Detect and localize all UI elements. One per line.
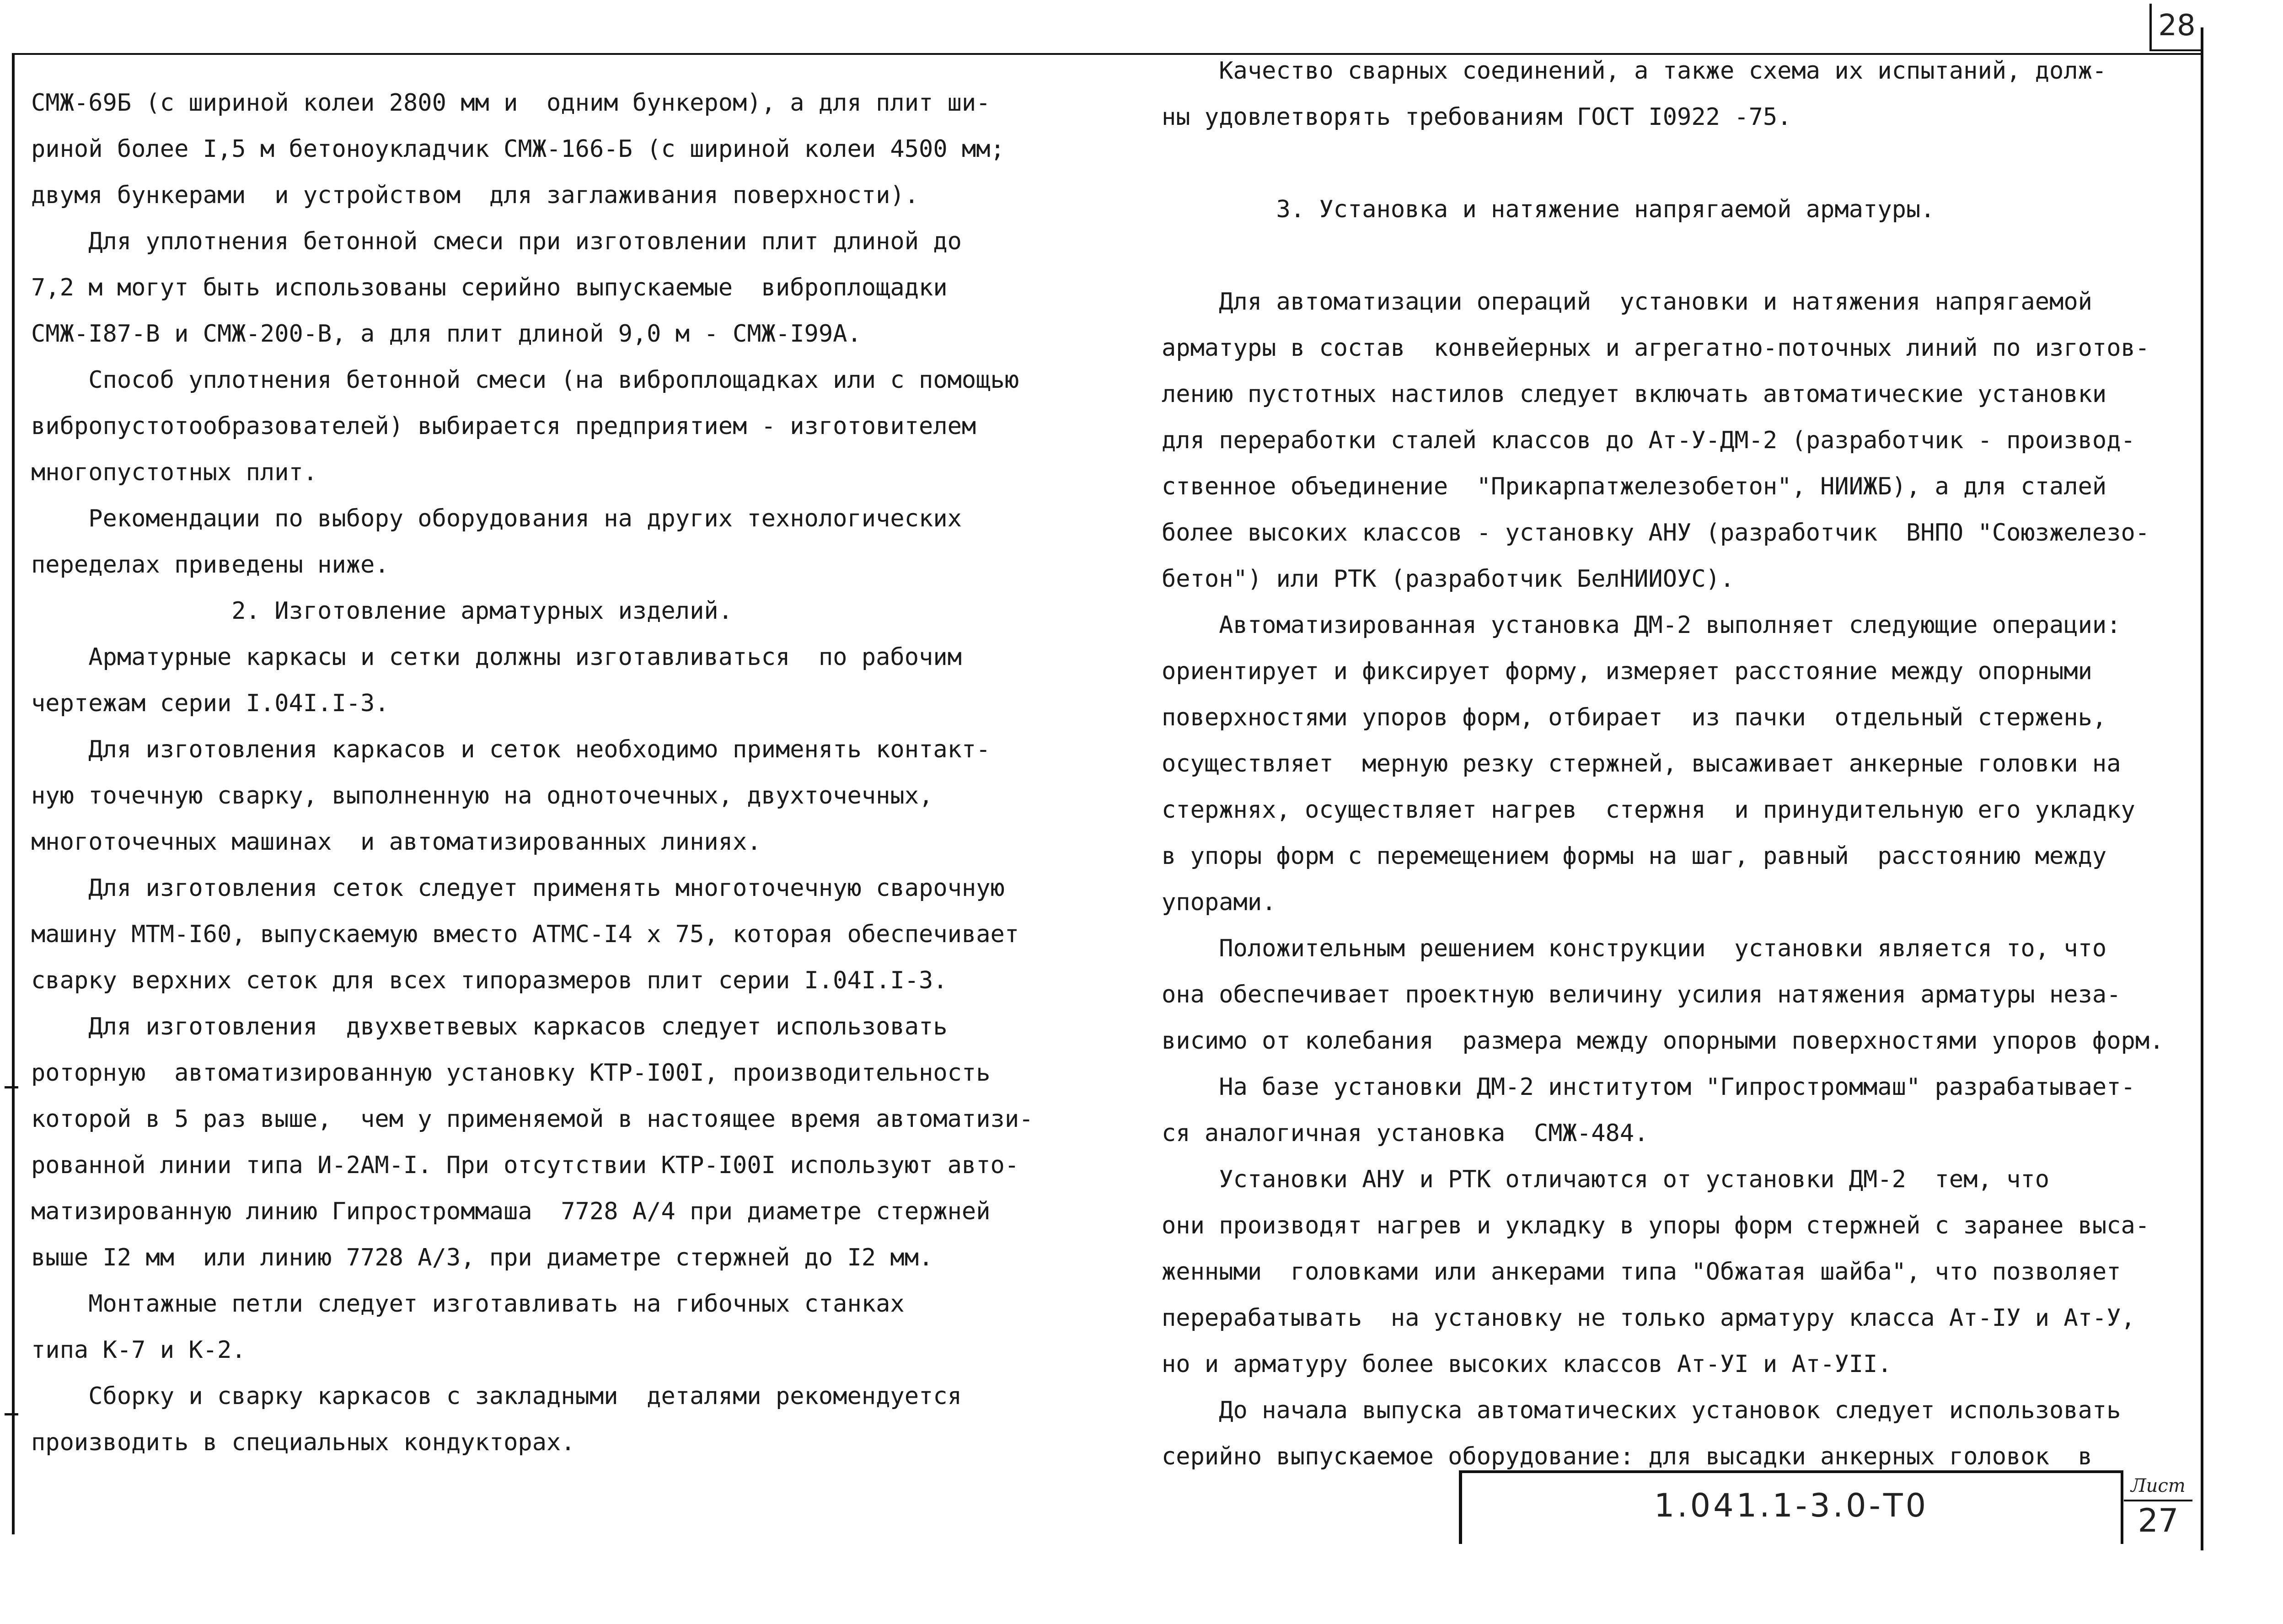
text-line: ся аналогичная установка СМЖ-484.: [1162, 1120, 1649, 1147]
left-text-column: [31, 80, 1083, 1466]
text-line: риной более I,5 м бетоноукладчик СМЖ-166-Б (с шириной колеи 4500 мм;: [31, 135, 1005, 163]
text-line: она обеспечивает проектную величину усилия натяжения арматуры неза-: [1162, 981, 2121, 1008]
text-line: двумя бункерами и устройством для заглаживания поверхности).: [31, 182, 919, 209]
text-line: Автоматизированная установка ДМ-2 выполняет следующие операции:: [1162, 611, 2121, 639]
sheet-label: Лист: [2124, 1472, 2192, 1501]
text-line: в упоры форм с перемещением формы на шаг, равный расстоянию между: [1162, 842, 2107, 870]
text-line: выше I2 мм или линию 7728 А/3, при диаметре стержней до I2 мм.: [31, 1244, 933, 1271]
text-line: [1162, 140, 2195, 187]
text-line: стержнях, осуществляет нагрев стержня и принудительную его укладку: [1162, 796, 2135, 824]
text-line: женными головками или анкерами типа "Обжатая шайба", что позволяет: [1162, 1258, 2121, 1286]
text-line: поверхностями упоров форм, отбирает из пачки отдельный стержень,: [1162, 704, 2107, 731]
document-code: 1.041.1-3.0-Т0: [1654, 1487, 1929, 1524]
text-line: переделах приведены ниже.: [31, 551, 389, 579]
text-line: осуществляет мерную резку стержней, высаживает анкерные головки на: [1162, 750, 2121, 777]
text-line: Для уплотнения бетонной смеси при изготовлении плит длиной до: [31, 228, 962, 255]
text-line: Для изготовления двухветвевых каркасов следует использовать: [31, 1013, 948, 1040]
binding-tick-mark: [5, 1086, 18, 1088]
text-line: производить в специальных кондукторах.: [31, 1429, 575, 1456]
binding-tick-mark: [5, 1413, 18, 1415]
text-line: 3. Установка и натяжение напрягаемой арматуры.: [1162, 196, 1935, 223]
text-line: но и арматуру более высоких классов Ат-УI и Ат-УII.: [1162, 1351, 1892, 1378]
text-line: лению пустотных настилов следует включать автоматические установки: [1162, 381, 2107, 408]
text-line: 7,2 м могут быть использованы серийно выпускаемые виброплощадки: [31, 274, 948, 301]
text-line: Рекомендации по выбору оборудования на других технологических: [31, 505, 962, 532]
text-line: ны удовлетворять требованиям ГОСТ I0922 -75.: [1162, 103, 1792, 131]
text-line: висимо от колебания размера между опорными поверхностями упоров форм.: [1162, 1027, 2164, 1055]
text-line: ориентирует и фиксирует форму, измеряет расстояние между опорными: [1162, 658, 2092, 685]
text-line: До начала выпуска автоматических установок следует использовать: [1162, 1397, 2121, 1424]
text-line: многоточечных машинах и автоматизированных линиях.: [31, 828, 761, 856]
text-line: Арматурные каркасы и сетки должны изготавливаться по рабочим: [31, 643, 962, 671]
text-line: машину МТМ-I60, выпускаемую вместо АТМС-I4 х 75, которая обеспечивает: [31, 921, 1019, 948]
text-line: которой в 5 раз выше, чем у применяемой в настоящее время автоматизи-: [31, 1105, 1034, 1133]
text-line: 2. Изготовление арматурных изделий.: [31, 597, 733, 625]
text-line: матизированную линию Гипростроммаша 7728 А/4 при диаметре стержней: [31, 1198, 991, 1225]
title-block: [1459, 1470, 2123, 1544]
text-line: Сборку и сварку каркасов с закладными деталями рекомендуется: [31, 1383, 962, 1410]
sheet-number: 27: [2138, 1502, 2179, 1539]
text-line: более высоких классов - установку АНУ (разработчик ВНПО "Союзжелезо-: [1162, 519, 2150, 547]
text-line: Способ уплотнения бетонной смеси (на виброплощадках или с помощью: [31, 366, 1019, 394]
text-line: Для изготовления каркасов и сеток необходимо применять контакт-: [31, 736, 991, 763]
text-line: роторную автоматизированную установку КТР-I00I, производительность: [31, 1059, 991, 1087]
text-line: рованной линии типа И-2АМ-I. При отсутствии КТР-I00I используют авто-: [31, 1152, 1019, 1179]
text-line: Установки АНУ и РТК отличаются от установки ДМ-2 тем, что: [1162, 1166, 2050, 1193]
text-line: чертежам серии I.04I.I-3.: [31, 690, 389, 717]
page-number-top: 28: [2149, 4, 2202, 51]
text-line: Положительным решением конструкции установки является то, что: [1162, 935, 2107, 962]
frame-left-border: [12, 55, 15, 1534]
text-line: На базе установки ДМ-2 институтом "Гипростроммаш" разрабатывает-: [1162, 1073, 2135, 1101]
text-line: арматуры в состав конвейерных и агрегатно-поточных линий по изготов-: [1162, 334, 2150, 362]
text-line: серийно выпускаемое оборудование: для высадки анкерных головок в: [1162, 1443, 2092, 1470]
text-line: многопустотных плит.: [31, 459, 318, 486]
text-line: ную точечную сварку, выполненную на одноточечных, двухточечных,: [31, 782, 933, 809]
frame-right-border: [2201, 27, 2203, 1550]
text-line: [1162, 233, 2195, 279]
text-line: Для изготовления сеток следует применять многоточечную сварочную: [31, 874, 1005, 902]
sheet-cell: [2120, 1470, 2201, 1544]
text-line: бетон") или РТК (разработчик БелНИИОУС).: [1162, 565, 1735, 593]
text-line: Монтажные петли следует изготавливать на гибочных станках: [31, 1290, 905, 1318]
text-line: для переработки сталей классов до Ат-У-ДМ-2 (разработчик - производ-: [1162, 427, 2135, 454]
text-line: перерабатывать на установку не только арматуру класса Ат-IУ и Ат-У,: [1162, 1304, 2135, 1332]
text-line: СМЖ-I87-В и СМЖ-200-В, а для плит длиной 9,0 м - СМЖ-I99А.: [31, 320, 862, 348]
text-line: ственное объединение "Прикарпатжелезобетон", НИИЖБ), а для сталей: [1162, 473, 2107, 500]
text-line: Качество сварных соединений, а также схема их испытаний, долж-: [1162, 57, 2107, 85]
text-line: они производят нагрев и укладку в упоры форм стержней с заранее выса-: [1162, 1212, 2150, 1239]
text-line: Для автоматизации операций установки и натяжения напрягаемой: [1162, 288, 2092, 316]
right-text-column: [1162, 48, 2195, 1480]
text-line: вибропустотообразователей) выбирается предприятием - изготовителем: [31, 413, 976, 440]
text-line: упорами.: [1162, 889, 1276, 916]
text-line: типа К-7 и К-2.: [31, 1336, 246, 1364]
text-line: СМЖ-69Б (с шириной колеи 2800 мм и одним бункером), а для плит ши-: [31, 89, 991, 117]
text-line: сварку верхних сеток для всех типоразмеров плит серии I.04I.I-3.: [31, 967, 948, 994]
